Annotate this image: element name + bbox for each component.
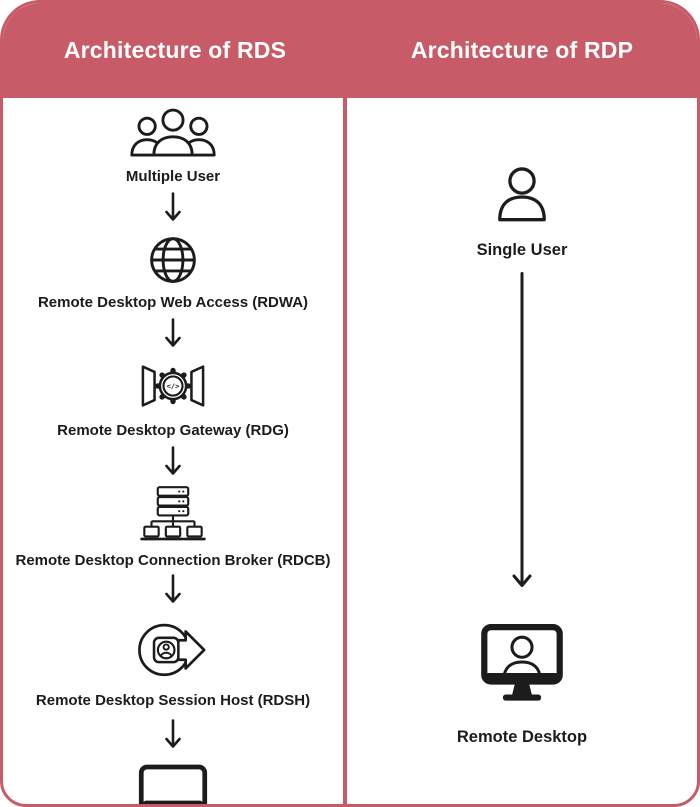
rds-flow-column (3, 98, 343, 804)
session-host-icon (137, 619, 209, 684)
card-header (3, 3, 697, 98)
rds-step-label: Remote Desktop Gateway (RDG) (57, 422, 289, 439)
rdp-title: Architecture of RDP (410, 37, 634, 63)
rdp-flow-column (347, 98, 697, 804)
remote-desktop-icon (480, 621, 564, 708)
down-arrow-icon (163, 719, 183, 754)
rds-step-label: Remote Desktop Session Host (RDSH) (35, 692, 311, 709)
rds-step-label: Multiple User (125, 168, 221, 185)
remote-desktop-label: Remote Desktop (456, 728, 588, 746)
single-user-label: Single User (476, 241, 568, 259)
globe-icon (148, 235, 198, 290)
card-content (3, 98, 697, 804)
rds-step-label: Remote Desktop Connection Broker (RDCB) (15, 552, 331, 569)
gateway-icon (140, 357, 206, 420)
rds-step-label: Remote Desktop Web Access (RDWA) (37, 294, 309, 311)
down-arrow-icon (163, 574, 183, 609)
single-user-icon (493, 166, 551, 231)
down-arrow-icon (163, 446, 183, 481)
rds-title: Architecture of RDS (63, 37, 287, 63)
server-broker-icon (130, 485, 216, 550)
long-down-arrow-icon (510, 272, 534, 595)
down-arrow-icon (163, 192, 183, 227)
down-arrow-icon (163, 318, 183, 353)
code-glyph: </> (166, 381, 180, 391)
monitor-icon (137, 762, 209, 807)
multiple-user-icon (127, 108, 219, 163)
